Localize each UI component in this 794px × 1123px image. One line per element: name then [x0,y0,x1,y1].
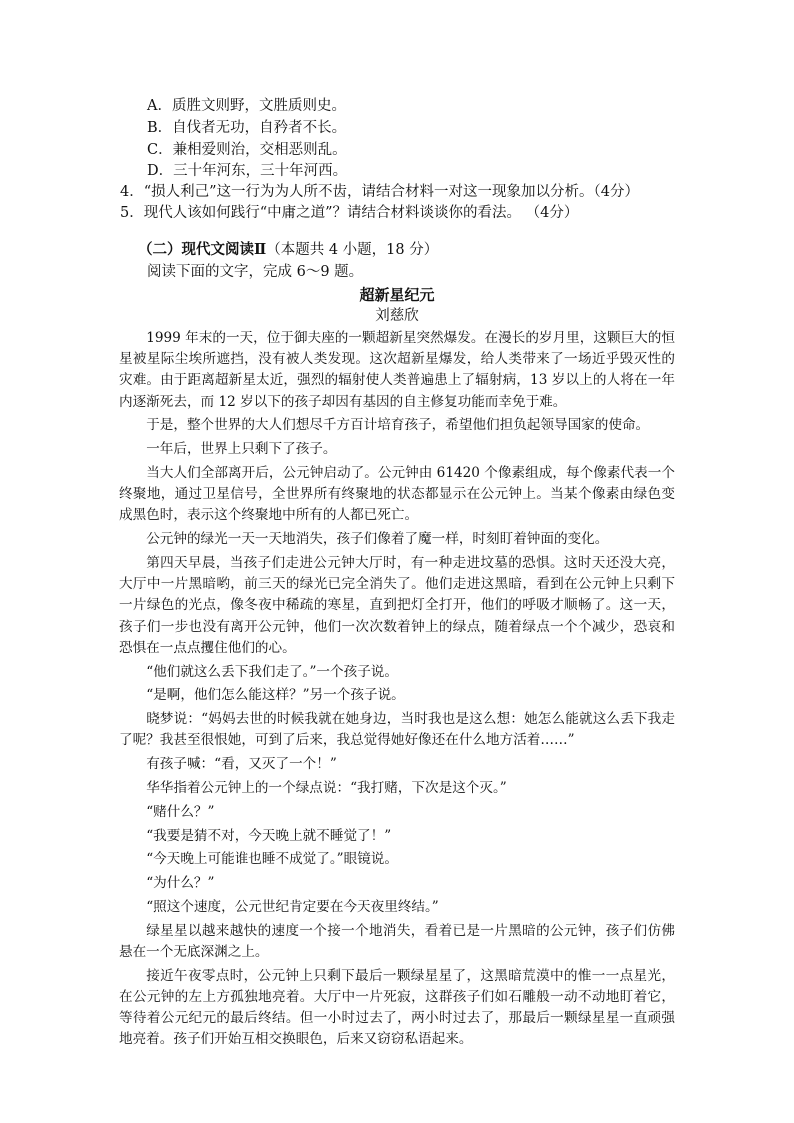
paragraph: “为什么？” [146,875,215,892]
article-author: 刘慈欣 [375,308,419,324]
option-c: C．兼相爱则治，交相恶则乱。 [147,142,347,158]
paragraph: “他们就这么丢下我们走了。”一个孩子说。 [146,663,398,680]
section-meta: （本题共 4 小题，18 分） [266,242,439,258]
question-4: 4．“损人利己”这一行为为人所不齿，请结合材料一对这一现象加以分析。（4分） [120,184,640,200]
paragraph: “今天晚上可能谁也睡不成觉了。”眼镜说。 [146,851,398,868]
paragraph: “赌什么？” [146,803,215,820]
section-heading [138,240,438,260]
paragraph: 于是，整个世界的大人们想尽千方百计培育孩子，希望他们担负起领导国家的使命。 [146,417,650,434]
paragraph: “我要是猜不对，今天晚上就不睡觉了！” [146,827,392,844]
section-instruction: 阅读下面的文字，完成 6～9 题。 [147,264,364,280]
option-a: A．质胜文则野，文胜质则史。 [147,98,346,114]
article-body [119,328,675,1053]
section-title: （二）现代文阅读Ⅱ [138,241,267,258]
paragraph: 有孩子喊：“看，又灭了一个！” [146,756,337,773]
question-5: 5．现代人该如何践行“中庸之道”？请结合材料谈谈你的看法。 （4分） [120,205,579,221]
paragraph: 当大人们全部离开后，公元钟启动了。公元钟由 61420 个像素组成，每个像素代表一个终聚地，通过卫星信号，全世界所有终聚地的状态都显示在公元钟上。当某个像素由绿色变成黑色时，表示这个终聚地中所有的人都已死亡。 [119,465,675,524]
paragraph: 第四天早晨，当孩子们走进公元钟大厅时，有一种走进坟墓的恐惧。这时天还没大亮，大厅中一片黑暗哟，前三天的绿光已完全消失了。他们走进这黑暗，看到在公元钟上只剩下一片绿色的光点，像冬夜中稀疏的寒星，直到把灯全打开，他们的呼吸才顺畅了。这一天，孩子们一步也没有离开公元钟，他们一次次数着钟上的绿点，随着绿点一个个减少，恐哀和恐惧在一点点攫住他们的心。 [119,555,675,656]
option-b: B．自伐者无功，自矜者不长。 [147,120,347,136]
paragraph: “照这个速度，公元世纪肯定要在今天夜里终结。” [146,898,439,915]
article-title: 超新星纪元 [359,286,435,304]
paragraph: 公元钟的绿光一天一天地消失，孩子们像着了魔一样，时刻盯着钟面的变化。 [146,531,609,548]
paragraph: 华华指着公元钟上的一个绿点说：“我打赌，下次是这个灭。” [146,780,507,796]
paragraph: 接近午夜零点时，公元钟上只剩下最后一颗绿星星了，这黑暗荒漠中的惟一一点星光，在公元钟的左上方孤独地亮着。大厅中一片死寂，这群孩子们如石雕般一动不动地盯着它，等待着公元纪元的最后终结。但一小时过去了，两小时过去了，那最后一颗绿星星一直顽强地亮着。孩子们开始互相交换眼色，后来又窃窃私语起来。 [119,967,675,1048]
paragraph: 1999 年末的一天，位于御夫座的一颗超新星突然爆发。在漫长的岁月里，这颗巨大的恒星被星际尘埃所遮挡，没有被人类发现。这次超新星爆发，给人类带来了一场近乎毁灭性的灾难。由于距离超新星太近，强烈的辐射使人类普遍患上了辐射病，13 岁以上的人将在一年内逐渐死去，而 12 岁以下的孩子却因有基因的自主修复功能而幸免于难。 [119,330,675,410]
option-d: D．三十年河东，三十年河西。 [147,163,348,179]
paragraph: 晓梦说：“妈妈去世的时候我就在她身边，当时我也是这么想：她怎么能就这么丢下我走了呢？我甚至很恨她，可到了后来，我总觉得她好像还在什么地方活着……” [119,711,675,749]
paragraph: 一年后，世界上只剩下了孩子。 [146,441,337,458]
paragraph: “是啊，他们怎么能这样？”另一个孩子说。 [146,687,405,704]
paragraph: 绿星星以越来越快的速度一个接一个地消失，看着已是一片黑暗的公元钟，孩子们仿佛悬在一个无底深渊之上。 [119,922,675,960]
